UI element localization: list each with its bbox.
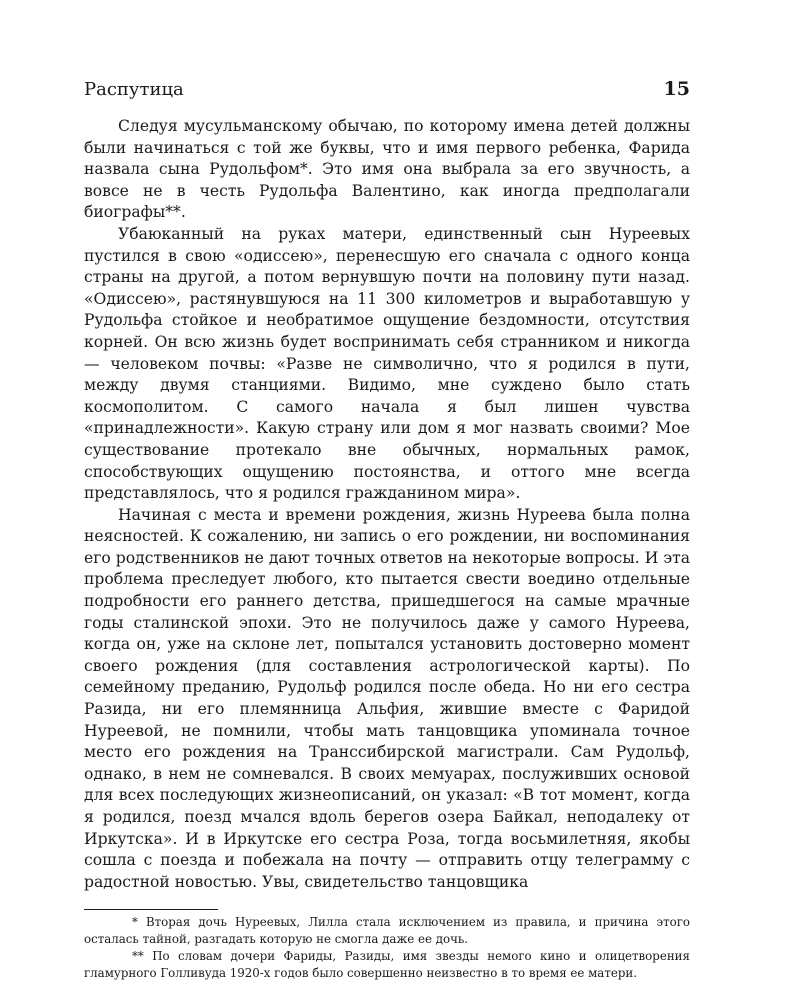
footnotes (84, 914, 690, 982)
paragraph: Убаюканный на руках матери, единственный сын Нуреевых пустился в свою «одиссею», перенесшую его сначала с одного конца страны на другой, а потом вернувшую почти на половину пути назад. «Одиссею», растянувшуюся на 11 300 километров и выработавшую у Рудольфа стойкое и необратимое ощущение бездомности, отсутствия корней. Он всю жизнь будет воспринимать себя странником и никогда — человеком почвы: «Разве не символично, что я родился в пути, между двумя станциями. Видимо, мне суждено было стать космополитом. С самого начала я был лишен чувства «принадлежности». Какую страну или дом я мог назвать своими? Мое существование протекало вне обычных, нормальных рамок, способствующих ощущению постоянства, и оттого мне всегда представлялось, что я родился гражданином мира». (84, 224, 690, 503)
running-head (84, 78, 690, 110)
body-text (84, 116, 690, 893)
page-number: 15 (663, 78, 690, 100)
paragraph: Следуя мусульманскому обычаю, по которому имена детей должны были начинаться с той же буквы, что и имя первого ребенка, Фарида назвала сына Рудольфом*. Это имя она выбрала за его звучность, а вовсе не в честь Рудольфа Валентино, как иногда предполагали биографы**. (84, 117, 690, 222)
footnote: ** По словам дочери Фариды, Разиды, имя звезды немого кино и олицетворения гламурного Голливуда 1920-х годов было совершенно неизвестно в то время ее матери. (84, 949, 690, 981)
book-page (84, 78, 690, 982)
footnote-divider (84, 909, 218, 910)
footnote: * Вторая дочь Нуреевых, Лилла стала исключением из правила, и причина этого осталась тайной, разгадать которую не смогла даже ее дочь. (84, 915, 690, 947)
paragraph: Начиная с места и времени рождения, жизнь Нуреева была полна неясностей. К сожалению, ни запись о его рождении, ни воспоминания его родственников не дают точных ответов на некоторые вопросы. И эта проблема преследует любого, кто пытается свести воедино отдельные подробности его раннего детства, пришедшегося на самые мрачные годы сталинской эпохи. Это не получилось даже у самого Нуреева, когда он, уже на склоне лет, попытался установить достоверно момент своего рождения (для составления астрологической карты). По семейному преданию, Рудольф родился после обеда. Но ни его сестра Разида, ни его племянница Альфия, жившие вместе с Фаридой Нуреевой, не помнили, чтобы мать танцовщика упоминала точное место его рождения на Транссибирской магистрали. Сам Рудольф, однако, в нем не сомневался. В своих мемуарах, послуживших основой для всех последующих жизнеописаний, он указал: «В тот момент, когда я родился, поезд мчался вдоль берегов озера Байкал, неподалеку от Иркутска». И в Иркутске его сестра Роза, тогда восьмилетняя, якобы сошла с поезда и побежала на почту — отправить отцу телеграмму с радостной новостью. Увы, свидетельство танцовщика (84, 505, 690, 891)
running-title: Распутица (84, 79, 184, 100)
